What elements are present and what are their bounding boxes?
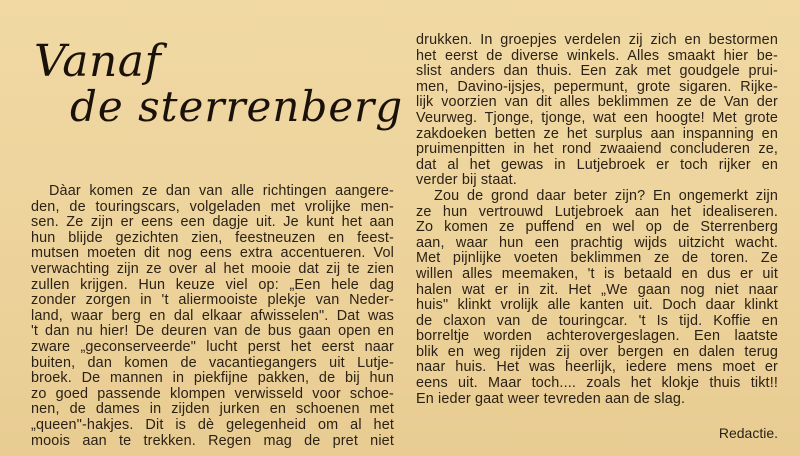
text-line: zullen krijgen. Hun keuze viel op: „Een hele dag	[31, 276, 394, 293]
text-line: Zo komen ze puffend en wel op de Sterrenberg	[416, 219, 778, 236]
text-line: aan, waar hun een prachtig wijds uitzicht wacht.	[416, 234, 778, 251]
text-line: buiten, dan komen de vacantiegangers uit Lutje-	[31, 354, 394, 371]
text-line: mutsen moeten dit nog eens extra accentueren. Vol	[31, 245, 394, 262]
text-line: En ieder gaat weer tevreden aan de slag.	[416, 390, 686, 407]
text-line: halen wat er in zit. Het „We gaan nog niet naar	[416, 281, 778, 298]
text-line: zo goed passende klompen verwisseld voor schoe-	[31, 385, 394, 402]
text-line: zakdoeken betten ze het surplus aan inspanning en	[416, 125, 778, 142]
text-line: men, Davino-ijsjes, pepermunt, grote sigaren. Rijke-	[416, 78, 778, 95]
text-line: zonder zorgen in 't aliermooiste plekje van Neder-	[31, 292, 394, 309]
text-line: ze hun vertrouwd Lutjebroek aan het idealiseren.	[416, 203, 778, 220]
text-line: sen. Ze zijn er eens een dagje uit. Je kunt het aan	[31, 214, 394, 231]
text-line: nen, de dames in zijden jurken en schoenen met	[31, 401, 394, 418]
text-line: dat al het gewas in Lutjebroek er toch rijker en	[416, 156, 778, 173]
text-line: verder bij staat.	[416, 172, 517, 189]
text-line: drukken. In groepjes verdelen zij zich en bestormen	[416, 32, 778, 48]
text-line: broek. De mannen in piekfijne pakken, de bij hun	[31, 370, 394, 387]
text-line: Zou de grond daar beter zijn? En ongemerkt zijn	[434, 187, 778, 204]
text-line: willen alles meemaken, 't is betaald en dus er uit	[416, 265, 778, 282]
text-line: het eerst de diverse winkels. Alles smaakt hier be-	[416, 47, 778, 64]
text-line: 't dan nu hier! De deuren van de bus gaan open en	[31, 323, 394, 340]
text-line: de claxon van de touringcar. 't Is tijd. Koffie en	[416, 312, 778, 329]
text-line: pruimenpitten in het rond zwaaiend concluderen ze,	[416, 141, 778, 158]
text-line: zware „geconserveerde" lucht perst het eerst naar	[31, 338, 394, 355]
title-line-1: Vanaf	[34, 36, 162, 87]
text-line: land, waar berg en dal elkaar afwisselen". Dat was	[31, 307, 394, 324]
text-line: verwachting zijn ze over al het mooie dat zij te zien	[31, 260, 394, 277]
author-signature: Redactie.	[718, 425, 778, 441]
title-line-2: de sterrenberg	[70, 82, 404, 131]
text-line: den, de touringscars, volgeladen met vrolijke men-	[31, 198, 394, 215]
text-line: hun blijde gezichten zien, feestneuzen en feest-	[31, 229, 394, 246]
text-line: Veurweg. Tjonge, tjonge, wat een hoogte! Met grote	[416, 109, 778, 126]
text-line: moois aan te trekken. Regen mag de pret niet	[31, 432, 394, 449]
article-title	[30, 30, 404, 140]
text-line: slist anders dan thuis. Een zak met goudgele prui-	[416, 63, 778, 80]
right-column	[416, 33, 778, 407]
text-line: Dàar komen ze dan van alle richtingen aangere-	[49, 183, 394, 199]
text-line: eens uit. Maar toch.... zoals het klokje thuis tikt!!	[416, 375, 778, 392]
text-line: naar huis. Het was heerlijk, iedere mens moet er	[416, 359, 778, 376]
text-line: huis" klinkt vrolijk alle kanten uit. Doch daar klinkt	[416, 297, 778, 314]
left-column	[31, 184, 394, 449]
text-line: „queen"-hakjes. Dit is dè gelegenheid om al het	[31, 416, 394, 433]
text-line: borreltje worden achterovergeslagen. Een laatste	[416, 328, 778, 345]
text-line: blik en weg rijden zij over bergen en dalen terug	[416, 343, 778, 360]
text-line: Met pijnlijke voeten beklimmen ze de toren. Ze	[416, 250, 778, 267]
text-line: lijk voorzien van dit alles beklimmen ze de Van der	[416, 94, 778, 111]
